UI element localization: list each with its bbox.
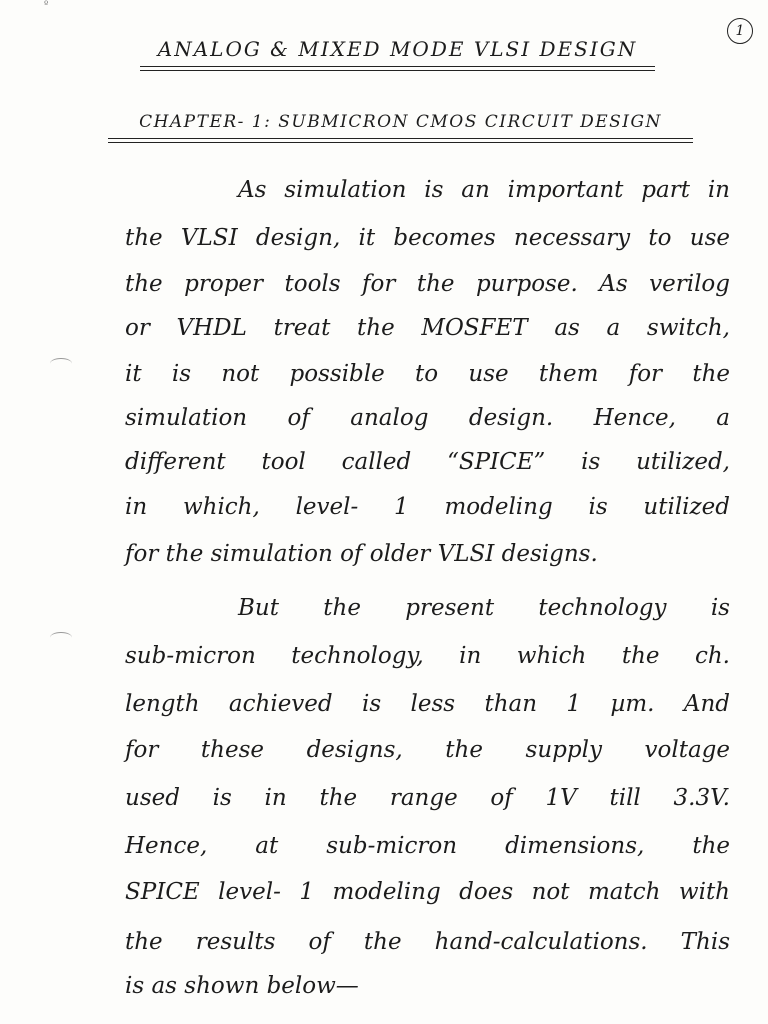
- body-line: But the present technology is: [238, 595, 730, 621]
- body-line: As simulation is an important part in: [238, 177, 730, 203]
- corner-mark: º: [44, 0, 49, 10]
- body-line: for these designs, the supply voltage: [125, 737, 730, 763]
- body-line: the results of the hand-calculations. This: [125, 929, 730, 955]
- chapter-heading: CHAPTER- 1: SUBMICRON CMOS CIRCUIT DESIGN: [139, 112, 662, 132]
- body-line: in which, level- 1 modeling is utilized: [125, 494, 730, 520]
- body-line: is as shown below—: [125, 973, 359, 999]
- page-number: 1: [727, 18, 753, 44]
- body-line: the proper tools for the purpose. As verilog: [125, 271, 730, 297]
- body-line: for the simulation of older VLSI designs.: [125, 541, 598, 567]
- body-line: sub-micron technology, in which the ch.: [125, 643, 730, 669]
- body-line: length achieved is less than 1 µm. And: [125, 691, 730, 717]
- body-line: different tool called “SPICE” is utilized,: [125, 449, 730, 475]
- body-line: used is in the range of 1V till 3.3V.: [125, 785, 730, 811]
- body-line: the VLSI design, it becomes necessary to use: [125, 225, 730, 251]
- body-line: Hence, at sub-micron dimensions, the: [125, 833, 730, 859]
- body-line: simulation of analog design. Hence, a: [125, 405, 730, 431]
- body-line: it is not possible to use them for the: [125, 361, 730, 387]
- page-title: ANALOG & MIXED MODE VLSI DESIGN: [157, 37, 638, 61]
- body-line: or VHDL treat the MOSFET as a switch,: [125, 315, 730, 341]
- body-line: SPICE level- 1 modeling does not match with: [125, 879, 730, 905]
